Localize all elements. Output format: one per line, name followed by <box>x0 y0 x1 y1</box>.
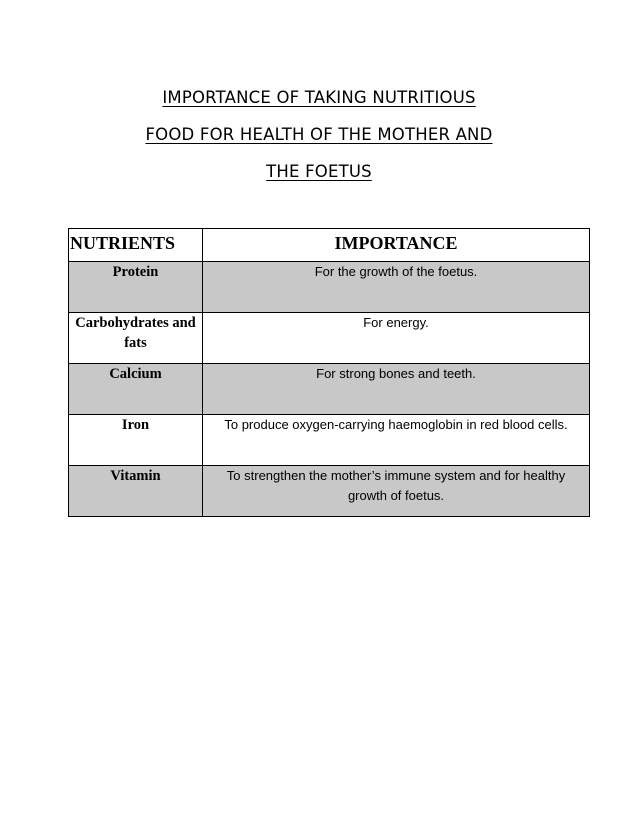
importance-cell: For strong bones and teeth. <box>203 364 590 415</box>
nutrient-cell: Calcium <box>69 364 203 415</box>
importance-cell: To strengthen the mother’s immune system and for healthy growth of foetus. <box>203 466 590 517</box>
title-line-2: FOOD FOR HEALTH OF THE MOTHER AND <box>145 125 493 144</box>
importance-cell: To produce oxygen-carrying haemoglobin in red blood cells. <box>203 415 590 466</box>
table-row <box>69 415 590 466</box>
importance-cell: For energy. <box>203 313 590 364</box>
table-row <box>69 262 590 313</box>
header-importance: IMPORTANCE <box>203 229 590 262</box>
header-nutrients: NUTRIENTS <box>69 229 203 262</box>
nutrients-table <box>68 228 590 517</box>
nutrient-cell: Vitamin <box>69 466 203 517</box>
table-header-row <box>69 229 590 262</box>
nutrient-cell: Carbohydrates and fats <box>69 313 203 364</box>
nutrient-cell: Protein <box>69 262 203 313</box>
title-line-1: IMPORTANCE OF TAKING NUTRITIOUS <box>162 88 476 107</box>
importance-cell: For the growth of the foetus. <box>203 262 590 313</box>
table-row <box>69 313 590 364</box>
title-line-3: THE FOETUS <box>266 162 372 181</box>
table-row <box>69 364 590 415</box>
document-title <box>60 79 578 190</box>
nutrient-cell: Iron <box>69 415 203 466</box>
table-row <box>69 466 590 517</box>
